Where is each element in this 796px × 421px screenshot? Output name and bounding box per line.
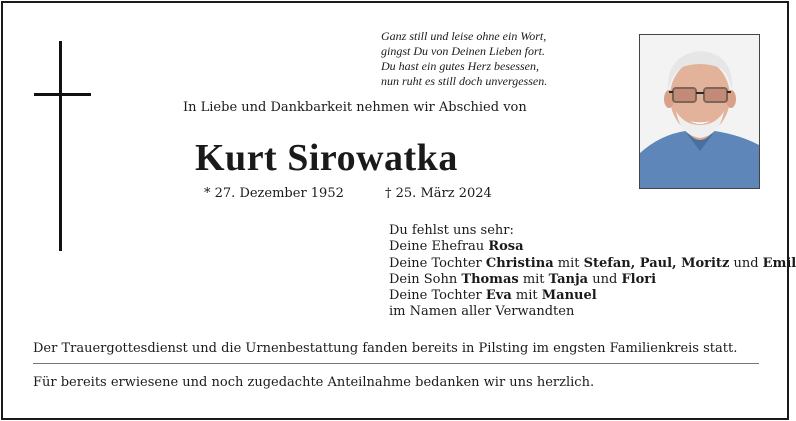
poem: [381, 29, 621, 89]
cross-icon-bar: [34, 93, 91, 96]
mourners-list: [389, 223, 796, 321]
mourner-line: [389, 272, 796, 288]
mourner-name: Manuel: [541, 288, 597, 304]
mourner-name: Tanja: [548, 271, 589, 287]
intro-text: In Liebe und Dankbarkeit nehmen wir Abschied von: [183, 100, 527, 115]
deceased-name: Kurt Sirowatka: [195, 137, 458, 179]
mourner-line: [389, 239, 796, 255]
cross-icon: [59, 41, 62, 251]
poem-line: Ganz still und leise ohne ein Wort,: [381, 29, 547, 43]
poem-line: nun ruht es still doch unvergessen.: [381, 74, 548, 88]
mourner-name: Eva: [485, 288, 512, 304]
mourners-heading: Du fehlst uns sehr:: [389, 223, 514, 238]
mourner-text: Deine Ehefrau: [389, 239, 489, 255]
mourner-text: Dein Sohn: [389, 271, 462, 287]
mourner-line: [389, 288, 796, 304]
poem-line: gingst Du von Deinen Lieben fort.: [381, 44, 545, 58]
portrait-photo: [639, 34, 760, 189]
mourner-name: Christina: [485, 255, 554, 271]
obituary-card: [1, 1, 796, 420]
mourner-line: [389, 256, 796, 272]
mourner-text: mit: [553, 255, 584, 271]
thanks-notice: Für bereits erwiesene und noch zugedachte Anteilnahme bedanken wir uns herzlich.: [33, 375, 595, 390]
mourner-name: Emil: [762, 255, 796, 271]
mourner-name: Thomas: [461, 271, 519, 287]
mourner-text: und: [729, 255, 763, 271]
mourner-name: Stefan, Paul, Moritz: [583, 255, 730, 271]
mourner-text: mit: [518, 271, 549, 287]
mourner-name: Flori: [621, 271, 657, 287]
birth-date: * 27. Dezember 1952: [204, 186, 344, 201]
mourner-name: Rosa: [488, 239, 524, 255]
divider: [33, 363, 759, 364]
poem-line: Du hast ein gutes Herz besessen,: [381, 59, 539, 73]
service-notice: Der Trauergottesdienst und die Urnenbestattung fanden bereits in Pilsting im engsten Familienkreis statt.: [33, 341, 738, 356]
death-date: † 25. März 2024: [385, 186, 492, 201]
mourner-text: Deine Tochter: [389, 255, 486, 271]
mourner-line: im Namen aller Verwandten: [389, 304, 575, 320]
mourner-text: Deine Tochter: [389, 288, 486, 304]
mourner-text: und: [588, 271, 622, 287]
mourner-text: mit: [511, 288, 542, 304]
